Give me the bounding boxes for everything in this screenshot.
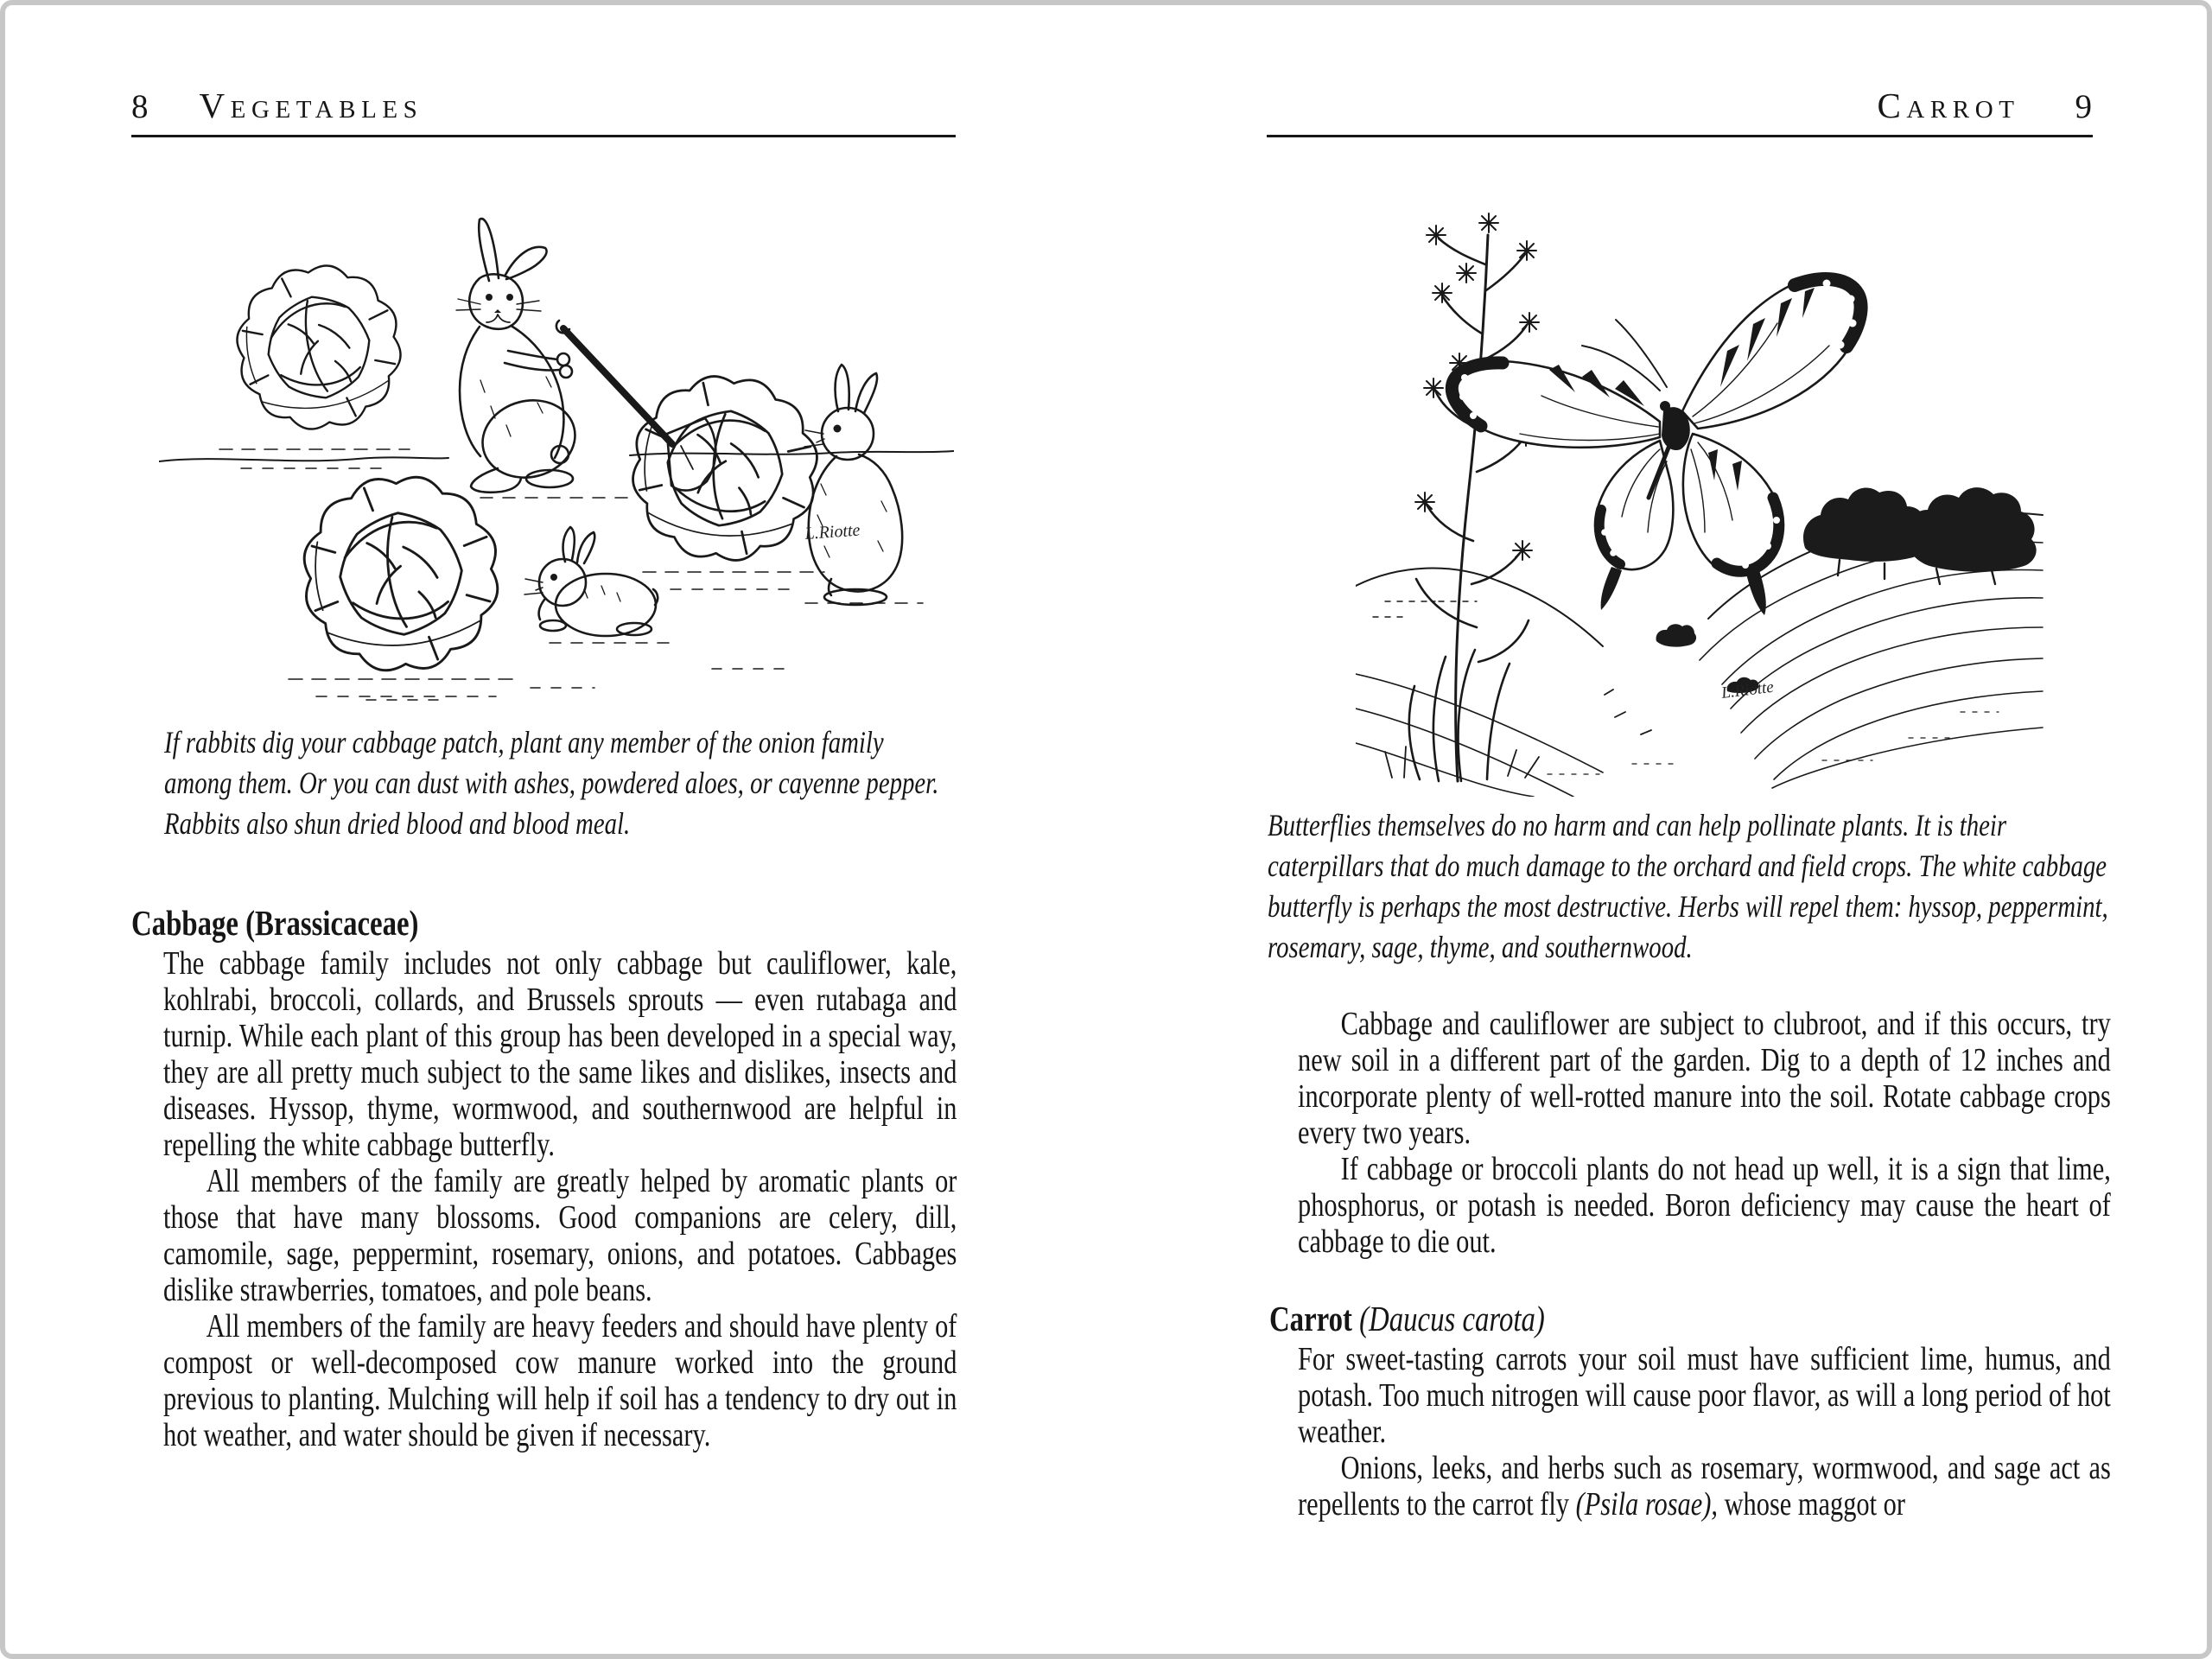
left-running-head <box>131 85 956 137</box>
carrot-heading-latin-name: (Daucus carota) <box>1359 1299 1545 1338</box>
cabbage-section-heading: Cabbage (Brassicaceae) <box>131 903 419 943</box>
right-running-head-title: Carrot <box>1877 86 2020 125</box>
carrot-paragraph-2 <box>1298 1450 2111 1522</box>
cabbage-paragraph-2: All members of the family are greatly helped by aromatic plants or those that have many blossoms. Good companions are celery, dill, camomile, sage, peppermint, rosemary, onions, and potatoes. Cabbages dislike strawberries, tomatoes, and pole beans. <box>163 1163 957 1308</box>
cabbage-continuation-paragraph-1: Cabbage and cauliflower are subject to clubroot, and if this occurs, try new soil in a different part of the garden. Dig to a depth of 12 inches and incorporate plenty of well-rotted manure into the soil. Rotate cabbage crops every two years. <box>1298 1006 2111 1151</box>
small-rabbit <box>524 527 658 636</box>
standing-rabbit <box>456 219 583 493</box>
cabbage-paragraph-3: All members of the family are heavy feeders and should have plenty of compost or well-decomposed cow manure worked into the ground previous to planting. Mulching will help if soil has a tendency to dry out in hot weather, and water should be given if necessary. <box>163 1308 957 1453</box>
butterfly-meadow-illustration <box>1356 211 2047 797</box>
rabbits-cabbage-illustration <box>159 199 954 710</box>
right-illustration-signature: L.Riotte <box>1720 677 1775 702</box>
flower-stalk <box>1385 213 1539 781</box>
cabbage-paragraph-1: The cabbage family includes not only cabbage but cauliflower, kale, kohlrabi, broccoli, collards, and Brussels sprouts — even rutabaga and turnip. While each plant of this group has been developed in a special way, they are all pretty much subject to the same likes and dislikes, insects and diseases. Hyssop, thyme, wormwood, and southernwood are helpful in repelling the white cabbage butterfly. <box>163 945 957 1163</box>
carrot-paragraph-2-tail: whose maggot or <box>1717 1486 1905 1522</box>
carrot-heading-common-name: Carrot <box>1269 1299 1352 1338</box>
left-illustration-signature: L.Riotte <box>804 520 861 543</box>
carrot-section-body <box>1298 1341 2111 1522</box>
carrot-section-heading <box>1269 1298 1545 1339</box>
right-page-number: 9 <box>2075 88 2093 125</box>
cabbage-continuation-body <box>1298 1006 2111 1260</box>
carrot-paragraph-1: For sweet-tasting carrots your soil must have sufficient lime, humus, and potash. Too much nitrogen will cause poor flavor, as will a long period of hot weather. <box>1298 1341 2111 1450</box>
left-page-number: 8 <box>131 88 149 125</box>
cabbage-section-body <box>163 945 957 1453</box>
right-running-head <box>1267 85 2093 137</box>
right-caption: Butterflies themselves do no harm and can help pollinate plants. It is their caterpillars that do much damage to the orchard and field crops. The white cabbage butterfly is perhaps the most destructive. Herbs will repel them: hyssop, peppermint, rosemary, sage, thyme, and southernwood. <box>1268 808 2108 964</box>
carrot-fly-latin-name: (Psila rosae), <box>1575 1486 1718 1522</box>
left-caption: If rabbits dig your cabbage patch, plant any member of the onion family among them. Or you can dust with ashes, powdered aloes, or cayenne pepper. Rabbits also shun dried blood and blood meal. <box>164 725 939 841</box>
carrot-paragraph-2-text: Onions, leeks, and herbs such as rosemary, wormwood, and sage act as repellents to the carrot fly <box>1298 1450 2111 1522</box>
cabbage-continuation-paragraph-2: If cabbage or broccoli plants do not head up well, it is a sign that lime, phosphorus, or potash is needed. Boron deficiency may cause the heart of cabbage to die out. <box>1298 1151 2111 1260</box>
sitting-rabbit <box>804 365 902 605</box>
left-running-head-title: Vegetables <box>199 86 423 125</box>
